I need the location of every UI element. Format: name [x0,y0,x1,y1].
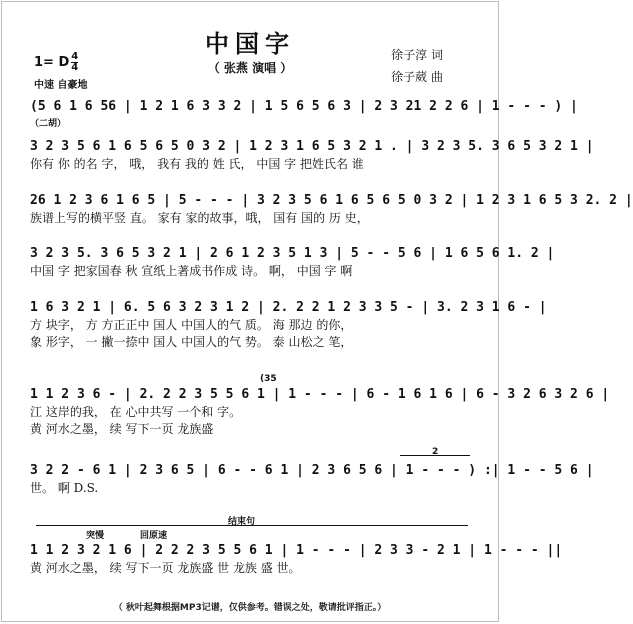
song-title: 中国字 [205,29,295,58]
lyricist-credit: 徐子淳 词 [391,48,443,62]
tempo-marking: 中速 自豪地 [34,80,88,91]
notation-line: 3 2 2 - 6 1 | 2 3 6 5 | 6 - - 6 1 | 2 3 6 5 6 | 1 - - - ) :| 1 - - 5 6 | [30,463,594,478]
notation-line: 1 1 2 3 6 - | 2. 2 2 3 5 5 6 1 | 1 - - - | 6 - 1 6 1 6 | 6 - 3 2 6 3 2 6 | [30,387,610,402]
score-system-8 [30,542,563,577]
lyric-line: 黄 河水之墨， 续 写下一页 龙族盛 世 龙族 盛 世。 [30,561,301,575]
lyric-line: 你有 你 的名 字， 哦， 我有 我的 姓 氏， 中国 字 把姓氏名 谁 [30,157,364,171]
score-system-5 [30,299,547,351]
ending-marking: 结束句 [228,517,256,527]
lyric-line: 江 这岸的我， 在 心中共写 一个和 字。 [30,405,242,419]
notation-line: 1 1 2 3 2 1 6 | 2 2 2 3 5 5 6 1 | 1 - - - | 2 3 3 - 2 1 | 1 - - - || [30,543,563,558]
lyric-line: 方 块字， 方 方正正中 国人 中国人的气 质。 海 那边 的你， [30,318,353,332]
notation-line: 3 2 3 5. 3 6 5 3 2 1 | 2 6 1 2 3 5 1 3 | 5 - - 5 6 | 1 6 5 6 1. 2 | [30,246,555,261]
composer-credit: 徐子葳 曲 [391,70,443,84]
lyric-line: 黄 河水之墨， 续 写下一页 龙族盛 [30,422,214,436]
lyric-line: 象 形字， 一 撇一捺中 国人 中国人的气 势。 泰 山松之 笔， [30,335,353,349]
tuplet-marking: (35 [260,374,277,384]
ritardando-marking: 突慢 [86,531,105,541]
notation-line: 1 6 3 2 1 | 6. 5 6 3 2 3 1 2 | 2. 2 2 1 2 3 3 5 - | 3. 2 3 1 6 - | [30,300,547,315]
score-system-2 [30,138,594,173]
score-system-4 [30,245,555,280]
lyric-line: 中国 字 把家国春 秋 宣纸上著成书作成 诗。 啊， 中国 字 啊 [30,264,353,278]
score-system-3 [30,192,633,227]
score-page [1,1,633,622]
lyric-line: 族谱上写的横平竖 直。 家有 家的故事，哦， 国有 国的 历 史， [30,211,369,225]
notation-line: (5 6 1 6 56 | 1 2 1 6 3 3 2 | 1 5 6 5 6 3 | 2 3 21 2 2 6 | 1 - - - ) | [30,99,578,114]
time-top: 4 [71,51,79,62]
notation-line: 3 2 3 5 6 1 6 5 6 5 0 3 2 | 1 2 3 1 6 5 3 2 1 . | 3 2 3 5. 3 6 5 3 2 1 | [30,139,594,154]
volta-number: 2 [432,447,439,457]
performer: （ 张燕 演唱 ） [207,61,293,75]
notation-line: 26 1 2 3 6 1 6 5 | 5 - - - | 3 2 3 5 6 1 6 5 6 5 0 3 2 | 1 2 3 1 6 5 3 2. 2 | [30,193,633,208]
score-system-1 [30,98,578,133]
key-signature [34,52,78,73]
time-bottom: 4 [71,62,79,73]
a-tempo-marking: 回原速 [140,531,168,541]
lyric-line: 世。 啊 D.S. [30,481,99,495]
transcription-note: （ 秋叶起舞根据MP3记谱，仅供参考。错误之处，敬请批评指正。） [113,603,387,613]
time-signature [71,52,78,73]
score-system-7 [30,462,594,497]
key-label: 1= D [34,55,70,70]
lyric-line: （二胡） [30,119,67,129]
score-system-6 [30,386,610,438]
